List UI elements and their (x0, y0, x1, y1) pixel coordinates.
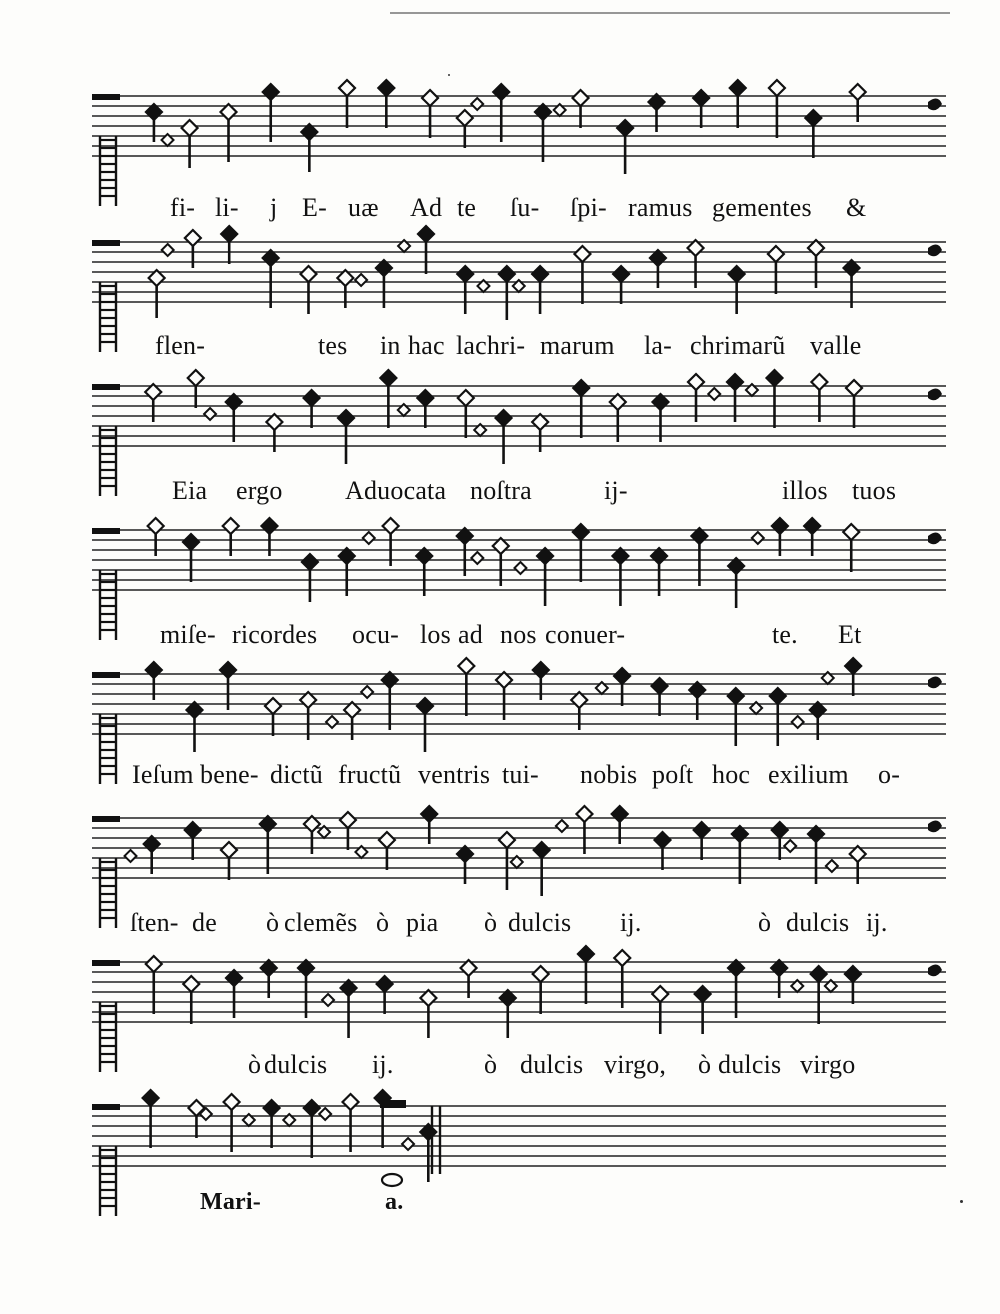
lyric-syllable: ricordes (232, 620, 318, 649)
lyric-syllable: noſtra (470, 476, 532, 505)
note-head-small (162, 244, 174, 256)
note-head-small (708, 388, 720, 400)
note-head (843, 524, 859, 540)
note-head (300, 266, 316, 282)
note-head (379, 832, 395, 848)
note-head-small (402, 1138, 414, 1150)
custos-ornament (928, 964, 942, 976)
note-head-small (355, 274, 367, 286)
note-head (612, 806, 628, 822)
paper-speck (448, 74, 450, 76)
lyric-syllable: valle (810, 331, 862, 360)
note-head (654, 832, 670, 848)
lyric-syllable: de (192, 908, 217, 937)
lyric-syllable: uæ (348, 193, 379, 222)
note-head (182, 120, 198, 136)
lyric-syllable: Ad (410, 193, 443, 222)
note-head (772, 822, 788, 838)
note-head-small (752, 532, 764, 544)
custos-ornament (928, 244, 942, 256)
note-head (340, 812, 356, 828)
lyric-syllable: marum (540, 331, 615, 360)
lyric-syllable: Mari- (200, 1189, 261, 1215)
note-head-small (361, 686, 373, 698)
lyric-syllable: clemẽs (284, 908, 358, 937)
lyric-syllable: ij- (604, 476, 628, 505)
note-head (769, 80, 785, 96)
note-head (613, 266, 629, 282)
lyric-syllable: tui- (502, 760, 539, 789)
note-head (770, 688, 786, 704)
note-head (688, 374, 704, 390)
note-head-small (319, 1108, 331, 1120)
note-head (811, 374, 827, 390)
note-head (265, 698, 281, 714)
note-head (343, 1094, 359, 1110)
note-head (845, 966, 861, 982)
note-head (339, 80, 355, 96)
staff-start-bar (92, 240, 120, 246)
lyric-syllable: fi- (170, 193, 196, 222)
lyric-syllable: ergo (236, 476, 283, 505)
custos-ornament (928, 388, 942, 400)
lyric-syllable: ocu- (352, 620, 399, 649)
note-head (148, 518, 164, 534)
lyric-syllable: flen- (155, 331, 206, 360)
lyric-syllable: ò (376, 908, 390, 937)
note-head (845, 658, 861, 674)
staff-system-4 (0, 512, 1000, 662)
note-head-small (204, 408, 216, 420)
note-head (695, 986, 711, 1002)
note-head (457, 110, 473, 126)
note-head-small (471, 552, 483, 564)
note-head (223, 518, 239, 534)
note-head (263, 84, 279, 100)
lyric-syllable: tuos (852, 476, 897, 505)
lyric-syllable: ò (484, 1050, 498, 1079)
lyric-syllable: virgo, (604, 1050, 667, 1079)
note-head-small (322, 994, 334, 1006)
paper-speck (960, 1200, 963, 1203)
lyric-syllable: miſe- (160, 620, 216, 649)
note-head (652, 678, 668, 694)
staff-system-7 (0, 944, 1000, 1094)
lyric-syllable: dulcis (786, 908, 850, 937)
note-head (220, 662, 236, 678)
note-head (221, 842, 237, 858)
lyric-syllable: gementes (712, 193, 812, 222)
custos-ornament (928, 532, 942, 544)
note-head (532, 266, 548, 282)
lyric-syllable: Eia (172, 476, 208, 505)
staff-system-5 (0, 656, 1000, 806)
note-head (183, 976, 199, 992)
custos-ornament (928, 820, 942, 832)
lyric-syllable: dictũ (270, 760, 323, 789)
note-head-small (363, 532, 375, 544)
note-head-small (514, 562, 526, 574)
note-head (614, 668, 630, 684)
lyric-syllable: Aduocata (345, 476, 447, 505)
note-head (576, 806, 592, 822)
lyric-syllable: hac (408, 331, 445, 360)
lyric-syllable: E- (302, 193, 327, 222)
lyric-syllable: ò (248, 1050, 262, 1079)
lyric-syllable: ramus (628, 193, 693, 222)
note-head (496, 410, 512, 426)
staff-system-1 (0, 78, 1000, 238)
note-head (574, 246, 590, 262)
note-head (304, 390, 320, 406)
lyric-syllable: ò (484, 908, 498, 937)
note-head (146, 956, 162, 972)
note-head (846, 380, 862, 396)
staff-start-bar (92, 960, 120, 966)
note-head (146, 662, 162, 678)
lyric-syllable: ventris (418, 760, 491, 789)
note-head (422, 90, 438, 106)
note-head (417, 390, 433, 406)
lyric-syllable: fructũ (338, 760, 402, 789)
lyric-syllable: los (420, 620, 451, 649)
note-head (302, 554, 318, 570)
page-top-rule (390, 12, 950, 14)
lyric-syllable: te. (772, 620, 798, 649)
note-head (304, 1100, 320, 1116)
lyric-syllable: nobis (580, 760, 638, 789)
lyric-syllable: li- (215, 193, 239, 222)
lyric-syllable: ò (266, 908, 280, 937)
staff-start-bar (92, 528, 120, 534)
lyric-syllable: ij. (620, 908, 642, 937)
lyric-syllable: dulcis (718, 1050, 782, 1079)
note-head (768, 246, 784, 262)
lyric-syllable: ò (698, 1050, 712, 1079)
lyric-syllable: & (846, 193, 867, 222)
note-head (421, 806, 437, 822)
note-head (185, 230, 201, 246)
note-head (573, 90, 589, 106)
note-head (578, 946, 594, 962)
lyric-syllable: chrimarũ (690, 331, 786, 360)
lyric-syllable: dulcis (508, 908, 572, 937)
lyric-syllable: o- (878, 760, 901, 789)
staff-start-bar (92, 816, 120, 822)
lyric-syllable: illos (782, 476, 828, 505)
custos-ornament (928, 676, 942, 688)
lyric-syllable: ſpi- (570, 193, 607, 222)
note-head (143, 1090, 159, 1106)
note-head (617, 120, 633, 136)
note-head (458, 658, 474, 674)
lyric-syllable: ſten- (130, 908, 179, 937)
lyric-syllable: bene- (200, 760, 259, 789)
staff-start-bar (92, 94, 120, 100)
lyric-syllable: ò (758, 908, 772, 937)
note-head (811, 966, 827, 982)
note-head (383, 518, 399, 534)
note-head (534, 842, 550, 858)
staff-system-3 (0, 368, 1000, 518)
lyric-syllable: Ieſum (132, 760, 194, 789)
note-head (183, 534, 199, 550)
lyric-syllable: a. (385, 1189, 404, 1215)
note-head-small (556, 820, 568, 832)
note-head (850, 84, 866, 100)
note-head (533, 662, 549, 678)
note-head-small (326, 716, 338, 728)
lyric-syllable: te (457, 193, 477, 222)
staff-start-bar (92, 384, 120, 390)
note-head (378, 80, 394, 96)
lyric-syllable: j (270, 193, 278, 222)
note-head (766, 370, 782, 386)
staff-system-2 (0, 224, 1000, 374)
lyric-syllable: ij. (372, 1050, 394, 1079)
note-head-small (792, 716, 804, 728)
note-head (499, 266, 515, 282)
custos-ornament (928, 98, 942, 110)
note-head (804, 518, 820, 534)
note-head (693, 90, 709, 106)
lyric-syllable: pia (406, 908, 439, 937)
note-head (338, 410, 354, 426)
lyric-syllable: conuer- (545, 620, 626, 649)
note-head (614, 950, 630, 966)
staff-system-8 (0, 1088, 1000, 1228)
fermata (382, 1174, 402, 1186)
lyric-syllable: dulcis (264, 1050, 328, 1079)
note-head (264, 1100, 280, 1116)
lyric-syllable: ad (458, 620, 483, 649)
note-head (728, 688, 744, 704)
note-head (493, 84, 509, 100)
note-head (224, 1094, 240, 1110)
lyric-syllable: ij. (866, 908, 888, 937)
note-head (261, 518, 277, 534)
lyric-syllable: dulcis (520, 1050, 584, 1079)
note-head (730, 80, 746, 96)
note-head (188, 370, 204, 386)
staff-system-6 (0, 800, 1000, 950)
final-long-note (380, 1100, 406, 1108)
note-head (727, 374, 743, 390)
lyric-syllable: virgo (800, 1050, 856, 1079)
note-head (652, 986, 668, 1002)
staff-lines (0, 1088, 1000, 1228)
lyric-syllable: tes (318, 331, 348, 360)
note-head-small (125, 850, 137, 862)
note-head (417, 698, 433, 714)
note-head (457, 266, 473, 282)
note-head-small (784, 840, 796, 852)
note-head (185, 822, 201, 838)
note-head (418, 226, 434, 242)
note-head (221, 226, 237, 242)
note-head (458, 390, 474, 406)
note-head-small (826, 860, 838, 872)
lyric-syllable: poſt (652, 760, 694, 789)
note-head (377, 976, 393, 992)
staff-start-bar (92, 672, 120, 678)
note-head (573, 524, 589, 540)
lyric-syllable: la- (644, 331, 673, 360)
note-head (499, 832, 515, 848)
note-head-small (471, 98, 483, 110)
note-head (729, 266, 745, 282)
lyric-syllable: lachri- (456, 331, 526, 360)
note-head (772, 518, 788, 534)
note-head (380, 370, 396, 386)
note-head (533, 966, 549, 982)
note-head (805, 110, 821, 126)
lyric-syllable: hoc (712, 760, 751, 789)
note-head (694, 822, 710, 838)
lyric-syllable: in (380, 331, 401, 360)
lyric-syllable: Et (838, 620, 862, 649)
lyric-syllable: ſu- (510, 193, 540, 222)
staff-start-bar (92, 1104, 120, 1110)
lyric-syllable: nos (500, 620, 537, 649)
lyric-syllable: exilium (768, 760, 849, 789)
note-head (573, 380, 589, 396)
